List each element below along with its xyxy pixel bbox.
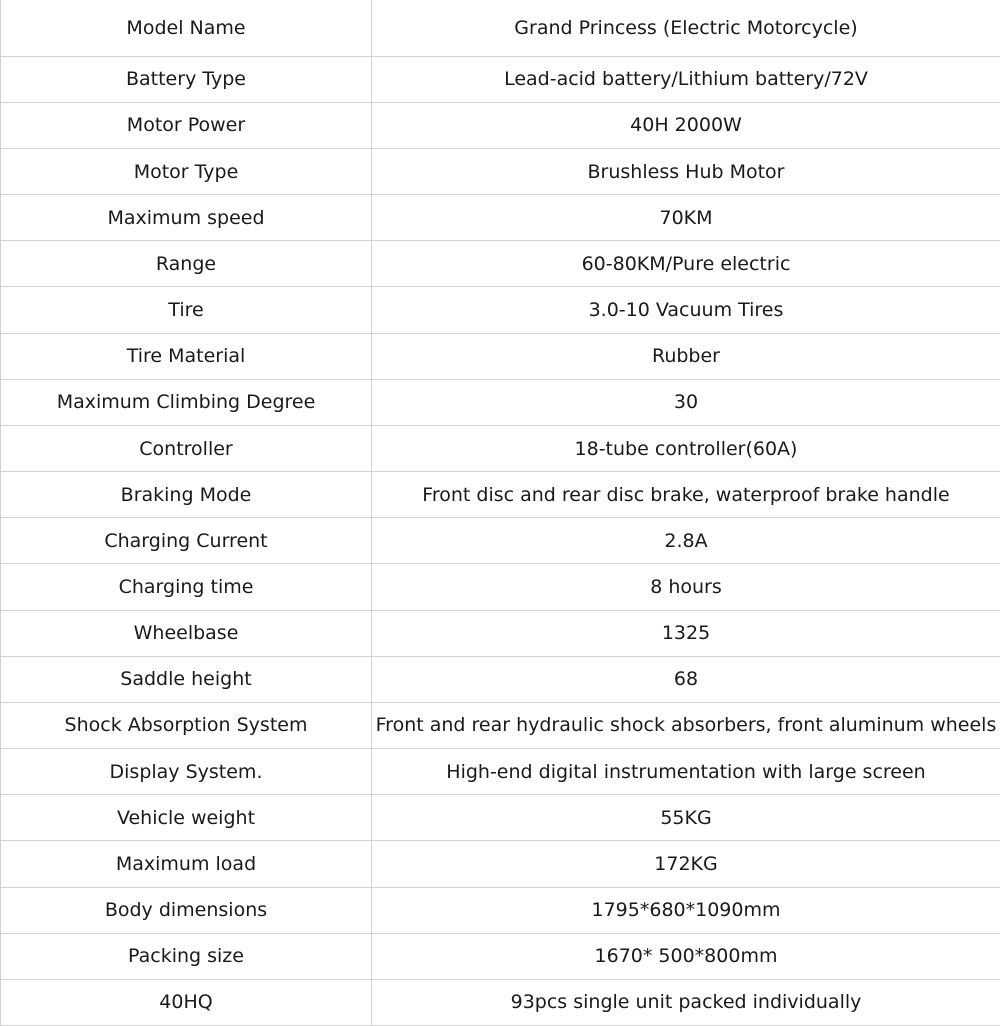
spec-value: Lead-acid battery/Lithium battery/72V: [372, 56, 1000, 102]
table-row: [1, 933, 1000, 979]
spec-table-body: [1, 0, 1000, 1026]
spec-label: Saddle height: [1, 656, 372, 702]
spec-label: Model Name: [1, 0, 372, 56]
spec-label: Battery Type: [1, 56, 372, 102]
spec-label: Range: [1, 241, 372, 287]
spec-value: 18-tube controller(60A): [372, 425, 1000, 471]
spec-label: Body dimensions: [1, 887, 372, 933]
spec-label: Packing size: [1, 933, 372, 979]
spec-label: Tire Material: [1, 333, 372, 379]
spec-value: 30: [372, 379, 1000, 425]
spec-label: 40HQ: [1, 979, 372, 1025]
spec-label: Wheelbase: [1, 610, 372, 656]
spec-label: Shock Absorption System: [1, 702, 372, 748]
table-row: [1, 564, 1000, 610]
table-row: [1, 287, 1000, 333]
spec-value: Brushless Hub Motor: [372, 149, 1000, 195]
spec-value: 40H 2000W: [372, 102, 1000, 148]
table-row: [1, 841, 1000, 887]
spec-value: Rubber: [372, 333, 1000, 379]
table-row: [1, 610, 1000, 656]
spec-value: 60-80KM/Pure electric: [372, 241, 1000, 287]
spec-value: 8 hours: [372, 564, 1000, 610]
table-row: [1, 795, 1000, 841]
spec-label: Vehicle weight: [1, 795, 372, 841]
spec-label: Motor Power: [1, 102, 372, 148]
table-row: [1, 149, 1000, 195]
spec-label: Tire: [1, 287, 372, 333]
table-row: [1, 195, 1000, 241]
spec-value: 93pcs single unit packed individually: [372, 979, 1000, 1025]
spec-value: Front disc and rear disc brake, waterproof brake handle: [372, 472, 1000, 518]
spec-value: Grand Princess (Electric Motorcycle): [372, 0, 1000, 56]
spec-value: 68: [372, 656, 1000, 702]
spec-value: High-end digital instrumentation with large screen: [372, 749, 1000, 795]
spec-label: Charging time: [1, 564, 372, 610]
spec-value: 2.8A: [372, 518, 1000, 564]
table-row: [1, 656, 1000, 702]
table-row: [1, 425, 1000, 471]
spec-label: Maximum Climbing Degree: [1, 379, 372, 425]
table-row: [1, 749, 1000, 795]
spec-value: 1670* 500*800mm: [372, 933, 1000, 979]
spec-value: 1795*680*1090mm: [372, 887, 1000, 933]
table-row: [1, 518, 1000, 564]
table-row: [1, 56, 1000, 102]
spec-label: Braking Mode: [1, 472, 372, 518]
spec-value: Front and rear hydraulic shock absorbers, front aluminum wheels: [372, 702, 1000, 748]
spec-value: 70KM: [372, 195, 1000, 241]
table-row: [1, 102, 1000, 148]
table-row: [1, 333, 1000, 379]
spec-value: 3.0-10 Vacuum Tires: [372, 287, 1000, 333]
table-row: [1, 241, 1000, 287]
table-row: [1, 979, 1000, 1025]
spec-value: 1325: [372, 610, 1000, 656]
table-row: [1, 379, 1000, 425]
table-row: [1, 702, 1000, 748]
table-row: [1, 472, 1000, 518]
spec-label: Motor Type: [1, 149, 372, 195]
table-row: [1, 0, 1000, 56]
table-row: [1, 887, 1000, 933]
spec-label: Display System.: [1, 749, 372, 795]
spec-label: Controller: [1, 425, 372, 471]
spec-value: 55KG: [372, 795, 1000, 841]
spec-label: Charging Current: [1, 518, 372, 564]
spec-label: Maximum speed: [1, 195, 372, 241]
spec-value: 172KG: [372, 841, 1000, 887]
spec-label: Maximum load: [1, 841, 372, 887]
